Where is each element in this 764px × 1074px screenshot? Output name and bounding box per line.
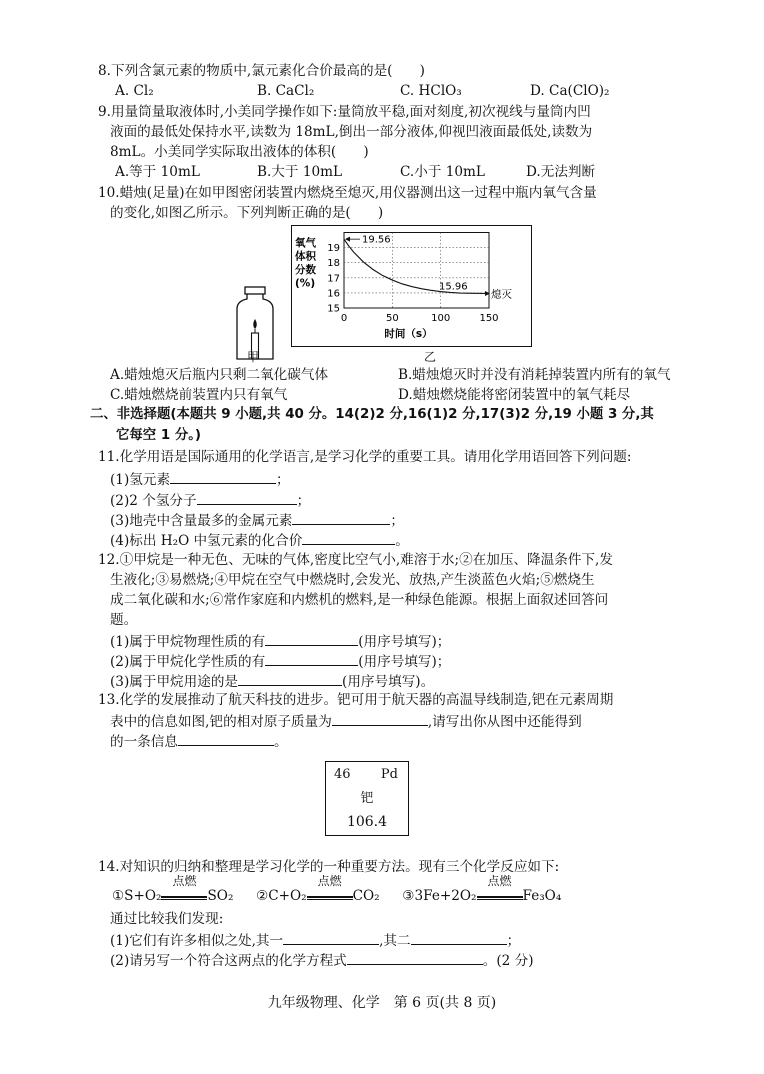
q12-blank2[interactable] [265, 651, 358, 666]
q10-line2: 的变化,如图乙所示。下列判断正确的是( ) [110, 205, 384, 221]
x-axis-label: 时间（s） [384, 328, 433, 340]
q14-item1: (1)它们有许多相似之处,其一 ,其二 ； [110, 930, 520, 950]
x-tick-label-3: 150 [479, 313, 499, 324]
x-tick-label-2: 100 [431, 313, 451, 324]
q11-blank2[interactable] [197, 490, 297, 505]
q9-line3: 8mL。小美同学实际取出液体的体积( ) [110, 144, 369, 160]
q14-equations [112, 874, 562, 905]
q10-option-c: C.蜡烛燃烧前装置内只有氧气 [110, 387, 288, 403]
q12-item2: (2)属于甲烷化学性质的有 (用序号填写)； [110, 651, 450, 671]
q13-line2: 表中的信息如图,钯的相对原子质量为 ,请写出你从图中还能得到 [110, 711, 582, 731]
q8-option-a: A. Cl₂ [115, 83, 154, 99]
q9-option-d: D.无法判断 [526, 164, 596, 180]
element-tile [325, 761, 409, 836]
q11-blank3[interactable] [292, 510, 390, 525]
q14-blank1[interactable] [283, 930, 379, 945]
section2-heading: 二、非选择题(本题共 9 小题,共 40 分。14(2)2 分,16(1)2 分,17(3)2 分,19 小题 3 分,其 [90, 407, 654, 422]
y-tick-label-1: 16 [327, 288, 340, 300]
q14-item2: (2)请另写一个符合这两点的化学方程式 。(2 分) [110, 950, 534, 970]
section2-heading-cont: 它每空 1 分。) [116, 428, 202, 443]
annotation-end-value: 15.96 [439, 281, 468, 293]
q11-item1: (1)氢元素 ； [110, 469, 290, 489]
q14-stem: 14.对知识的归纳和整理是学习化学的一种重要方法。现有三个化学反应如下: [98, 859, 560, 875]
q12-line3: 成二氧化碳和水;⑥常作家庭和内燃机的燃料,是一种绿色能源。根据上面叙述回答问 [110, 592, 609, 608]
q14-blank2[interactable] [411, 930, 507, 945]
q9-line1: 9.用量筒量取液体时,小美同学操作如下:量筒放平稳,面对刻度,初次视线与量筒内凹 [98, 104, 591, 120]
element-symbol: Pd [380, 767, 398, 782]
q8-option-c: C. HClO₃ [400, 83, 462, 99]
element-mass: 106.4 [346, 814, 388, 830]
y-axis-label-3: (%) [295, 277, 316, 290]
q12-line1: 12.①甲烷是一种无色、无味的气体,密度比空气小,难溶于水;②在加压、降温条件下,发 [98, 552, 613, 568]
oxygen-chart [291, 225, 532, 347]
q13-blank2[interactable] [178, 731, 274, 746]
q13-line1: 13.化学的发展推动了航天科技的进步。钯可用于航天器的高温导线制造,钯在元素周期 [98, 692, 614, 708]
q10-option-b: B.蜡烛熄灭时并没有消耗掉装置内所有的氧气 [398, 367, 671, 383]
q13-line3: 的一条信息 。 [110, 731, 288, 751]
q8-option-d: D. Ca(ClO)₂ [530, 83, 610, 99]
q12-blank1[interactable] [265, 631, 358, 646]
x-tick-label-0: 0 [340, 313, 348, 324]
q10-option-d: D.蜡烛燃烧能将密闭装置中的氧气耗尽 [398, 387, 631, 403]
q11-stem: 11.化学用语是国际通用的化学语言,是学习化学的重要工具。请用化学用语回答下列问题: [98, 449, 632, 465]
equation-1: ①S+O₂ 点燃 SO₂ [112, 874, 234, 904]
y-axis-label-1: 体积 [295, 250, 316, 263]
q11-item2: (2)2 个氢分子 ； [110, 490, 310, 510]
equation-3: ③3Fe+2O₂ 点燃 Fe₃O₄ [402, 874, 562, 904]
q10-option-a: A.蜡烛熄灭后瓶内只剩二氧化碳气体 [110, 367, 329, 383]
element-number: 46 [334, 767, 351, 782]
q9-option-c: C.小于 10mL [400, 164, 485, 180]
q10-line1: 10.蜡烛(足量)在如甲图密闭装置内燃烧至熄灭,用仪器测出这一过程中瓶内氧气含量 [98, 185, 597, 201]
figure-jia-label: 甲 [247, 350, 260, 364]
figure-yi-label: 乙 [424, 350, 437, 364]
q9-option-a: A.等于 10mL [115, 164, 200, 180]
page-footer: 九年级物理、化学 第 6 页(共 8 页) [267, 995, 497, 1011]
y-axis-label-2: 分数 [295, 264, 316, 276]
element-name: 钯 [360, 791, 374, 806]
q12-item3: (3)属于甲烷用途的是 (用序号填写)。 [110, 671, 434, 691]
q9-line2: 液面的最低处保持水平,读数为 18mL,倒出一部分液体,仰视凹液面最低处,读数为 [110, 124, 593, 140]
y-axis-label-0: 氧气 [295, 237, 316, 249]
q8-stem: 8.下列含氯元素的物质中,氯元素化合价最高的是( ) [98, 63, 425, 79]
x-tick-label-1: 50 [385, 313, 399, 324]
q11-item3: (3)地壳中含量最多的金属元素 ； [110, 510, 404, 530]
y-tick-label-2: 17 [327, 273, 340, 285]
y-tick-label-3: 18 [327, 258, 340, 270]
q11-item4: (4)标出 H₂O 中氢元素的化合价 。 [110, 530, 409, 550]
q13-blank1[interactable] [332, 711, 428, 726]
y-tick-label-4: 19 [327, 243, 340, 255]
q14-blank3[interactable] [347, 950, 483, 965]
q12-line4: 题。 [110, 612, 138, 628]
q11-blank4[interactable] [302, 530, 395, 545]
y-tick-label-0: 15 [327, 303, 340, 315]
q12-line2: 生液化;③易燃烧;④甲烷在空气中燃烧时,会发光、放热,产生淡蓝色火焰;⑤燃烧生 [110, 572, 595, 588]
equation-2: ②C+O₂ 点燃 CO₂ [256, 874, 380, 904]
q9-option-b: B.大于 10mL [257, 164, 343, 180]
q8-option-b: B. CaCl₂ [257, 83, 315, 99]
annotation-start-value: 19.56 [362, 234, 391, 246]
annotation-end-label: 熄灭 [491, 288, 512, 301]
q11-blank1[interactable] [170, 469, 276, 484]
q12-blank3[interactable] [238, 671, 342, 686]
q14-compare: 通过比较我们发现: [110, 911, 224, 927]
q12-item1: (1)属于甲烷物理性质的有 (用序号填写)； [110, 631, 450, 651]
